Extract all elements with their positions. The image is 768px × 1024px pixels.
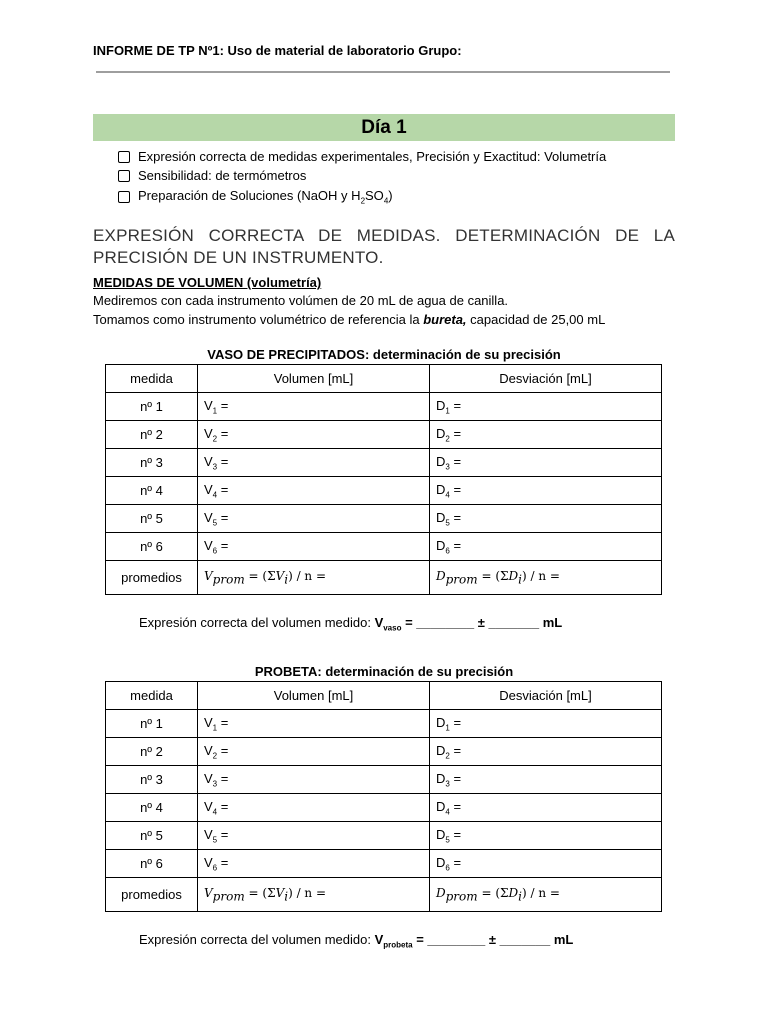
probeta-table [105,681,662,912]
checkbox[interactable] [118,151,130,163]
header-desviacion: Desviación [mL] [430,682,662,710]
header-medida: medida [106,365,198,393]
averages-row [106,561,662,595]
checklist-item-2[interactable] [118,168,306,183]
deviation-average-cell[interactable]: $D_{prom} = (\Sigma D_i) / n$ = [430,561,662,595]
table2-caption: PROBETA: determinación de su precisión [254,664,514,679]
table-row [106,738,662,766]
row-label: nº 6 [106,533,198,561]
table2-expression: Expresión correcta del volumen medido: $V_{probeta}$ = ________ ± _______ mL [139,932,574,950]
section-heading-line2: PRECISIÓN DE UN INSTRUMENTO. [93,248,384,267]
table-row [106,766,662,794]
table-row [106,710,662,738]
table1-expression: Expresión correcta del volumen medido: $V_{vaso}$ = ________ ± _______ mL [139,615,563,633]
report-header: INFORME DE TP Nº1: Uso de material de laboratorio Grupo: [93,43,462,58]
checklist-item-3[interactable] [118,188,393,206]
averages-row [106,878,662,912]
deviation-cell[interactable]: $D_3$ = [430,449,662,477]
table-row [106,421,662,449]
volume-average-cell[interactable]: $V_{prom} = (\Sigma V_i) / n$ = [198,561,430,595]
deviation-cell[interactable]: $D_6$ = [430,533,662,561]
deviation-average-cell[interactable]: $D_{prom} = (\Sigma D_i) / n$ = [430,878,662,912]
table-row [106,850,662,878]
checkbox[interactable] [118,191,130,203]
table-row [106,393,662,421]
averages-label: promedios [106,878,198,912]
deviation-cell[interactable]: $D_2$ = [430,738,662,766]
deviation-cell[interactable]: $D_6$ = [430,850,662,878]
day-banner: Día 1 [93,114,675,141]
row-label: nº 1 [106,710,198,738]
row-label: nº 5 [106,505,198,533]
checklist-item-label: Sensibilidad: de termómetros [138,168,307,183]
checklist-item-label: Preparación de Soluciones (NaOH y $H_2SO_4$) [138,188,393,206]
row-label: nº 1 [106,393,198,421]
row-label: nº 3 [106,766,198,794]
header-medida: medida [106,682,198,710]
table-row [106,794,662,822]
volume-cell[interactable]: $V_2$ = [198,738,430,766]
checkbox[interactable] [118,170,130,182]
volume-cell[interactable]: $V_1$ = [198,710,430,738]
volume-cell[interactable]: $V_6$ = [198,850,430,878]
paragraph-1: Mediremos con cada instrumento volúmen de 20 mL de agua de canilla. [93,293,509,308]
table1-caption: VASO DE PRECIPITADOS: determinación de su precisión [207,347,561,362]
header-volumen: Volumen [mL] [198,365,430,393]
table-row [106,533,662,561]
paragraph-2: Tomamos como instrumento volumétrico de referencia la bureta, capacidad de 25,00 mL [93,312,606,327]
volume-cell[interactable]: $V_3$ = [198,449,430,477]
deviation-cell[interactable]: $D_2$ = [430,421,662,449]
row-label: nº 6 [106,850,198,878]
header-volumen: Volumen [mL] [198,682,430,710]
volume-cell[interactable]: $V_3$ = [198,766,430,794]
deviation-cell[interactable]: $D_3$ = [430,766,662,794]
table-row [106,449,662,477]
section-heading-line1: EXPRESIÓN CORRECTA DE MEDIDAS. DETERMINACIÓN DE LA [93,226,675,245]
row-label: nº 2 [106,738,198,766]
deviation-cell[interactable]: $D_5$ = [430,822,662,850]
subheading: MEDIDAS DE VOLUMEN (volumetría) [93,275,322,290]
header-divider [96,71,670,73]
row-label: nº 4 [106,794,198,822]
volume-cell[interactable]: $V_6$ = [198,533,430,561]
row-label: nº 3 [106,449,198,477]
volume-cell[interactable]: $V_4$ = [198,477,430,505]
checklist-item-1[interactable] [118,149,606,164]
deviation-cell[interactable]: $D_5$ = [430,505,662,533]
row-label: nº 2 [106,421,198,449]
vaso-table [105,364,662,595]
table-header-row [106,682,662,710]
header-desviacion: Desviación [mL] [430,365,662,393]
table-header-row [106,365,662,393]
deviation-cell[interactable]: $D_4$ = [430,794,662,822]
volume-cell[interactable]: $V_5$ = [198,822,430,850]
volume-cell[interactable]: $V_2$ = [198,421,430,449]
volume-cell[interactable]: $V_5$ = [198,505,430,533]
volume-cell[interactable]: $V_4$ = [198,794,430,822]
row-label: nº 4 [106,477,198,505]
table-row [106,477,662,505]
deviation-cell[interactable]: $D_4$ = [430,477,662,505]
deviation-cell[interactable]: $D_1$ = [430,393,662,421]
table-row [106,505,662,533]
checklist-item-label: Expresión correcta de medidas experimentales, Precisión y Exactitud: Volumetría [138,149,607,164]
table-row [106,822,662,850]
deviation-cell[interactable]: $D_1$ = [430,710,662,738]
averages-label: promedios [106,561,198,595]
volume-average-cell[interactable]: $V_{prom} = (\Sigma V_i) / n$ = [198,878,430,912]
volume-cell[interactable]: $V_1$ = [198,393,430,421]
row-label: nº 5 [106,822,198,850]
